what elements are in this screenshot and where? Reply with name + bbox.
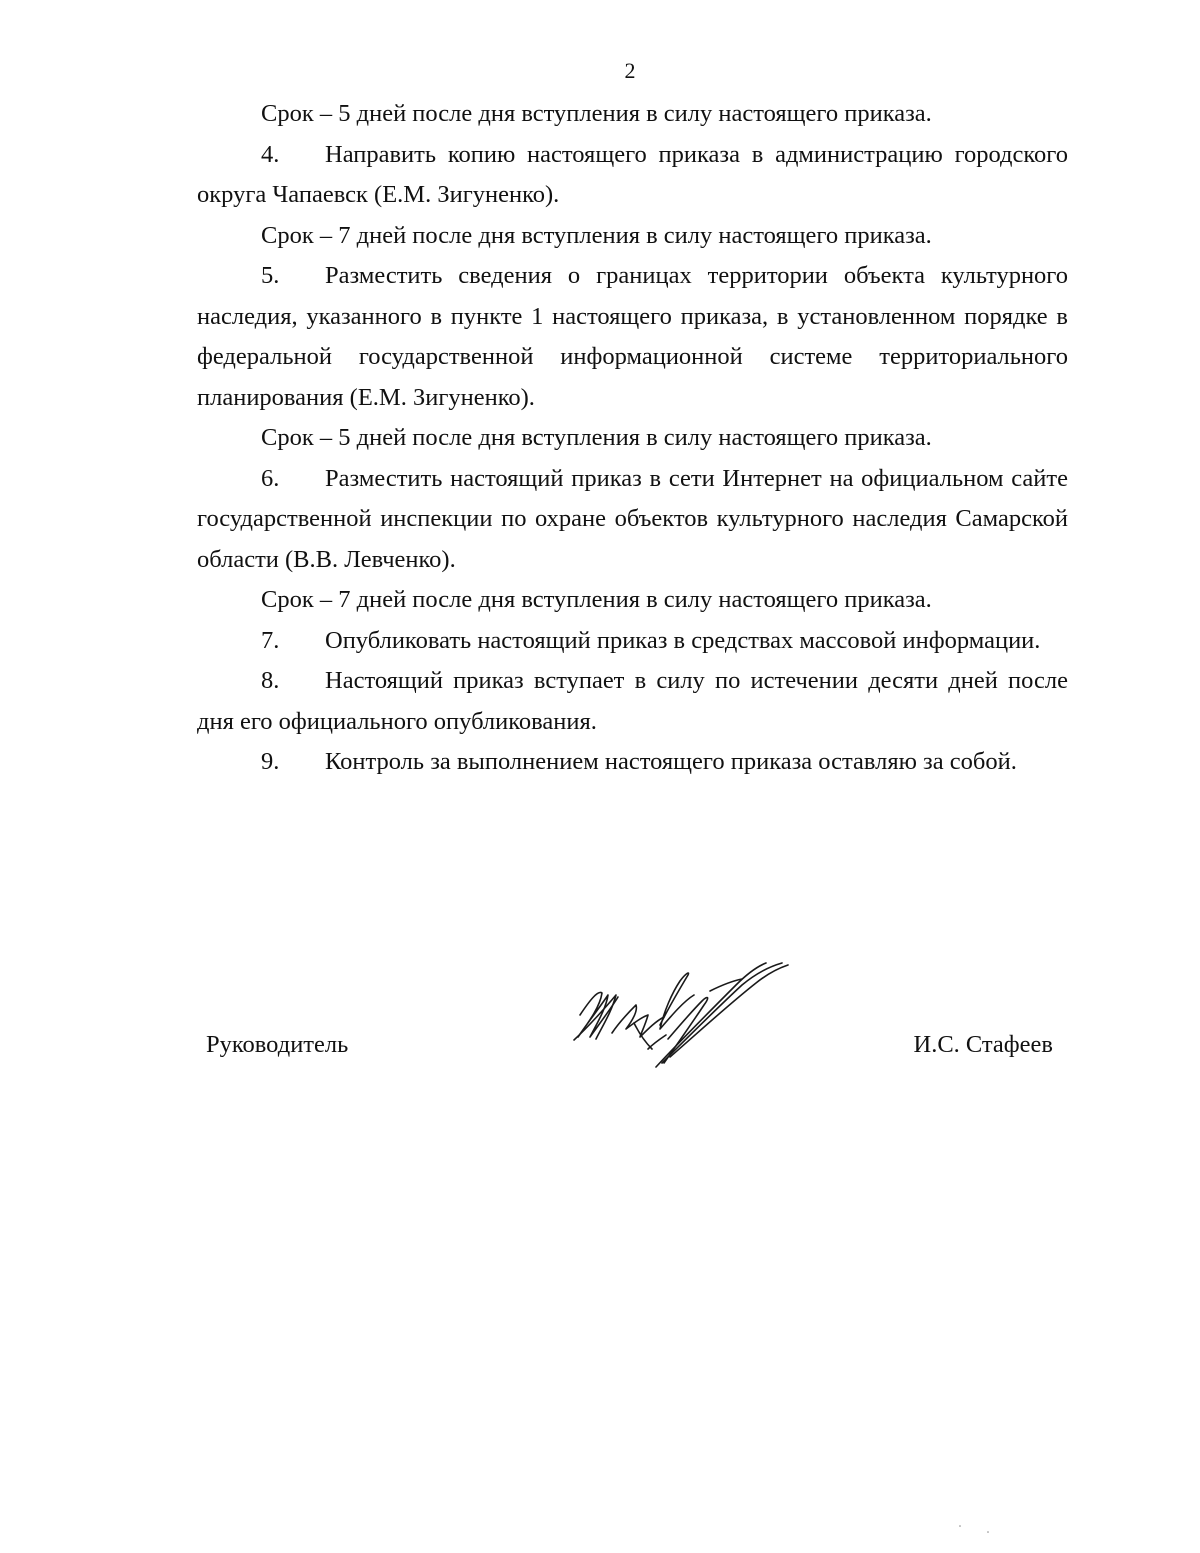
item-9-number: 9. — [261, 748, 280, 775]
document-body — [197, 94, 1068, 783]
item-7-text: Опубликовать настоящий приказ в средствах массовой информации. — [325, 626, 1041, 654]
item-4-number: 4. — [261, 140, 280, 168]
item-4 — [197, 135, 1068, 216]
item-6-text: Разместить настоящий приказ в сети Интернет на официальном сайте государственной инспекции по охране объектов культурного наследия Самарской области (В.В. Левченко). — [197, 464, 1068, 573]
item-8-text: Настоящий приказ вступает в силу по истечении десяти дней после дня его официального опубликования. — [197, 667, 1068, 735]
item-7 — [197, 621, 1068, 662]
item-5-text: Разместить сведения о границах территории объекта культурного наследия, указанного в пункте 1 настоящего приказа, в установленном порядке в федеральной государственной информационной системе территориального планирования (Е.М. Зигуненко). — [197, 262, 1068, 411]
deadline-4: Срок – 7 дней после дня вступления в силу настоящего приказа. — [261, 586, 932, 613]
item-6-number: 6. — [261, 464, 280, 492]
item-7-number: 7. — [261, 626, 280, 654]
signatory-name: И.С. Стафеев — [913, 1031, 1053, 1058]
deadline-2: Срок – 7 дней после дня вступления в силу настоящего приказа. — [261, 221, 932, 249]
item-8-number: 8. — [261, 667, 280, 694]
item-5 — [197, 256, 1068, 418]
scan-specks — [950, 1520, 1010, 1540]
deadline-1: Срок – 5 дней после дня вступления в силу настоящего приказа. — [261, 100, 932, 127]
item-4-text: Направить копию настоящего приказа в администрацию городского округа Чапаевск (Е.М. Зигуненко). — [197, 140, 1068, 208]
item-6 — [197, 459, 1068, 581]
item-9-text: Контроль за выполнением настоящего приказа оставляю за собой. — [325, 748, 1017, 775]
item-5-number: 5. — [261, 262, 280, 289]
handwritten-signature — [560, 945, 800, 1080]
deadline-3: Срок – 5 дней после дня вступления в силу настоящего приказа. — [261, 424, 932, 451]
signatory-role: Руководитель — [206, 1031, 349, 1058]
page-number: 2 — [624, 58, 636, 83]
item-8 — [197, 661, 1068, 742]
item-9 — [197, 742, 1068, 783]
